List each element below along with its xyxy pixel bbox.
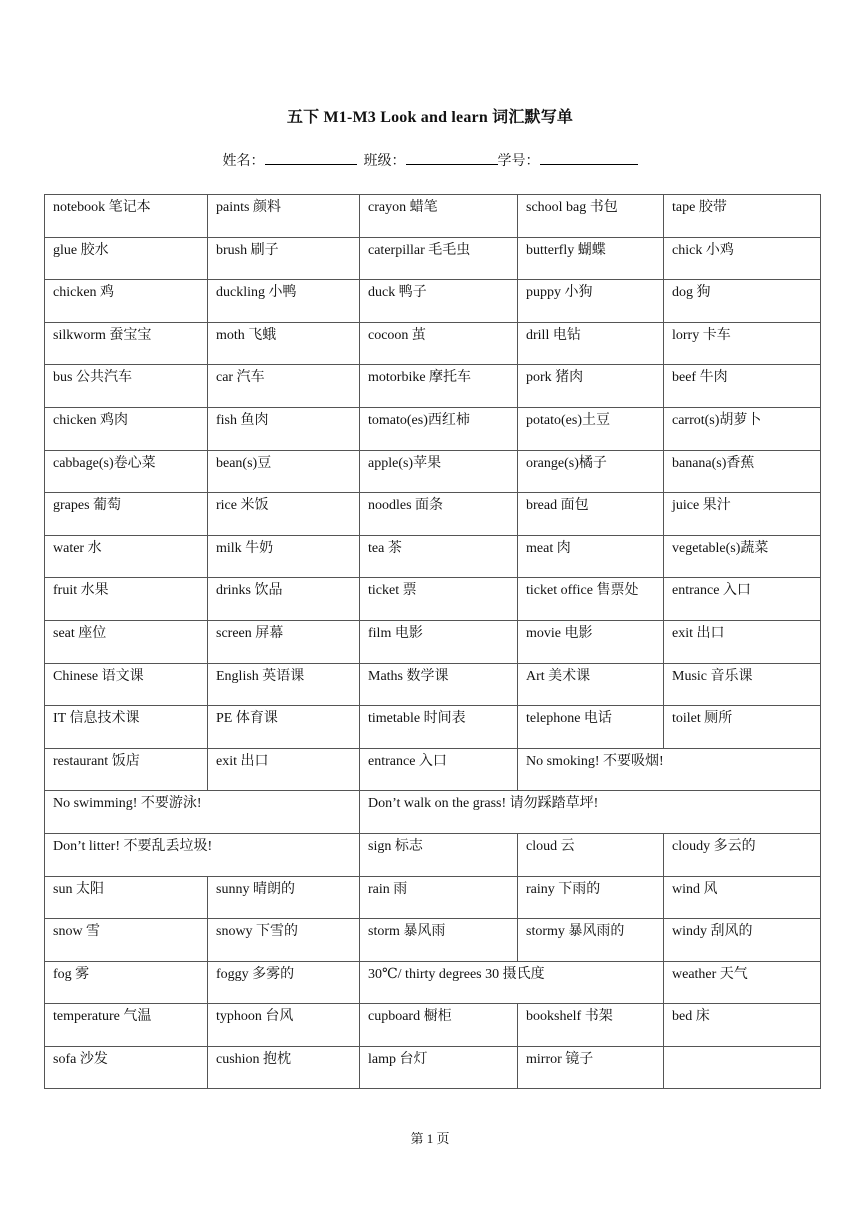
vocab-cell: sunny 晴朗的 — [208, 876, 360, 919]
table-row — [45, 748, 821, 791]
vocab-cell: meat 肉 — [518, 535, 664, 578]
vocab-cell: windy 刮风的 — [664, 919, 821, 962]
vocab-cell: weather 天气 — [664, 961, 821, 1004]
vocab-cell: exit 出口 — [208, 748, 360, 791]
vocab-cell: chicken 鸡肉 — [45, 407, 208, 450]
vocab-cell: Art 美术课 — [518, 663, 664, 706]
table-row — [45, 578, 821, 621]
vocab-cell: timetable 时间表 — [360, 706, 518, 749]
table-row — [45, 791, 821, 834]
vocab-cell: juice 果汁 — [664, 493, 821, 536]
vocab-cell: storm 暴风雨 — [360, 919, 518, 962]
vocab-cell: caterpillar 毛毛虫 — [360, 237, 518, 280]
table-row — [45, 450, 821, 493]
vocab-cell: lamp 台灯 — [360, 1046, 518, 1089]
vocab-cell: toilet 厕所 — [664, 706, 821, 749]
vocab-cell: cloudy 多云的 — [664, 833, 821, 876]
vocab-cell: tomato(es)西红柿 — [360, 407, 518, 450]
vocab-cell: orange(s)橘子 — [518, 450, 664, 493]
vocab-cell: No swimming! 不要游泳! — [45, 791, 360, 834]
vocab-cell: bean(s)豆 — [208, 450, 360, 493]
vocab-cell: foggy 多雾的 — [208, 961, 360, 1004]
vocab-cell: glue 胶水 — [45, 237, 208, 280]
vocab-cell: entrance 入口 — [664, 578, 821, 621]
table-row — [45, 365, 821, 408]
vocab-cell: grapes 葡萄 — [45, 493, 208, 536]
class-label: 班级： — [363, 154, 406, 169]
vocab-cell: tea 茶 — [360, 535, 518, 578]
vocab-cell: cabbage(s)卷心菜 — [45, 450, 208, 493]
vocab-cell: cloud 云 — [518, 833, 664, 876]
vocab-cell: cocoon 茧 — [360, 322, 518, 365]
vocab-cell: lorry 卡车 — [664, 322, 821, 365]
number-label: 学号： — [497, 154, 540, 169]
vocab-cell: chicken 鸡 — [45, 280, 208, 323]
table-row — [45, 620, 821, 663]
vocab-cell — [664, 1046, 821, 1089]
vocab-cell: wind 风 — [664, 876, 821, 919]
vocab-cell: movie 电影 — [518, 620, 664, 663]
vocab-cell: drill 电钻 — [518, 322, 664, 365]
table-row — [45, 876, 821, 919]
vocab-cell: cupboard 橱柜 — [360, 1004, 518, 1047]
vocab-cell: chick 小鸡 — [664, 237, 821, 280]
vocab-cell: Music 音乐课 — [664, 663, 821, 706]
vocab-cell: butterfly 蝴蝶 — [518, 237, 664, 280]
vocab-cell: IT 信息技术课 — [45, 706, 208, 749]
vocab-cell: beef 牛肉 — [664, 365, 821, 408]
vocab-cell: sun 太阳 — [45, 876, 208, 919]
vocab-cell: Chinese 语文课 — [45, 663, 208, 706]
vocab-cell: silkworm 蚕宝宝 — [45, 322, 208, 365]
vocab-cell: rainy 下雨的 — [518, 876, 664, 919]
vocab-cell: potato(es)土豆 — [518, 407, 664, 450]
vocab-cell: screen 屏幕 — [208, 620, 360, 663]
student-info-line — [0, 150, 860, 170]
table-row — [45, 706, 821, 749]
vocab-cell: tape 胶带 — [664, 195, 821, 238]
vocab-cell: Don’t litter! 不要乱丢垃圾! — [45, 833, 360, 876]
vocab-cell: bookshelf 书架 — [518, 1004, 664, 1047]
name-label: 姓名： — [222, 154, 265, 169]
vocab-cell: bread 面包 — [518, 493, 664, 536]
vocab-cell: crayon 蜡笔 — [360, 195, 518, 238]
vocab-cell: duckling 小鸭 — [208, 280, 360, 323]
vocab-cell: 30℃/ thirty degrees 30 摄氏度 — [360, 961, 664, 1004]
vocab-cell: carrot(s)胡萝卜 — [664, 407, 821, 450]
table-row — [45, 919, 821, 962]
vocab-cell: drinks 饮品 — [208, 578, 360, 621]
vocab-cell: ticket 票 — [360, 578, 518, 621]
vocab-cell: school bag 书包 — [518, 195, 664, 238]
vocab-cell: noodles 面条 — [360, 493, 518, 536]
vocab-cell: vegetable(s)蔬菜 — [664, 535, 821, 578]
vocab-cell: snow 雪 — [45, 919, 208, 962]
vocab-cell: apple(s)苹果 — [360, 450, 518, 493]
vocab-cell: cushion 抱枕 — [208, 1046, 360, 1089]
class-blank[interactable] — [406, 150, 498, 165]
vocab-cell: bed 床 — [664, 1004, 821, 1047]
table-row — [45, 961, 821, 1004]
vocab-cell: No smoking! 不要吸烟! — [518, 748, 821, 791]
vocab-cell: mirror 镜子 — [518, 1046, 664, 1089]
vocabulary-table-body — [45, 195, 821, 1089]
vocab-cell: motorbike 摩托车 — [360, 365, 518, 408]
vocab-cell: Don’t walk on the grass! 请勿踩踏草坪! — [360, 791, 821, 834]
table-row — [45, 833, 821, 876]
vocab-cell: brush 刷子 — [208, 237, 360, 280]
vocab-cell: rain 雨 — [360, 876, 518, 919]
vocab-cell: telephone 电话 — [518, 706, 664, 749]
vocab-cell: fog 雾 — [45, 961, 208, 1004]
vocab-cell: English 英语课 — [208, 663, 360, 706]
vocab-cell: typhoon 台风 — [208, 1004, 360, 1047]
vocab-cell: seat 座位 — [45, 620, 208, 663]
vocab-cell: dog 狗 — [664, 280, 821, 323]
vocab-cell: pork 猪肉 — [518, 365, 664, 408]
vocab-cell: notebook 笔记本 — [45, 195, 208, 238]
table-row — [45, 322, 821, 365]
table-row — [45, 237, 821, 280]
name-blank[interactable] — [265, 150, 357, 165]
vocab-cell: rice 米饭 — [208, 493, 360, 536]
table-row — [45, 195, 821, 238]
page-number: 第 1 页 — [410, 1131, 450, 1146]
vocab-cell: duck 鸭子 — [360, 280, 518, 323]
vocab-cell: fish 鱼肉 — [208, 407, 360, 450]
vocab-cell: stormy 暴风雨的 — [518, 919, 664, 962]
table-row — [45, 535, 821, 578]
vocab-cell: PE 体育课 — [208, 706, 360, 749]
vocab-cell: bus 公共汽车 — [45, 365, 208, 408]
vocab-cell: film 电影 — [360, 620, 518, 663]
table-row — [45, 407, 821, 450]
vocab-cell: ticket office 售票处 — [518, 578, 664, 621]
vocab-cell: car 汽车 — [208, 365, 360, 408]
vocab-cell: sofa 沙发 — [45, 1046, 208, 1089]
vocab-cell: water 水 — [45, 535, 208, 578]
vocab-cell: Maths 数学课 — [360, 663, 518, 706]
vocab-cell: snowy 下雪的 — [208, 919, 360, 962]
vocab-cell: exit 出口 — [664, 620, 821, 663]
vocab-cell: temperature 气温 — [45, 1004, 208, 1047]
table-row — [45, 1004, 821, 1047]
vocab-cell: banana(s)香蕉 — [664, 450, 821, 493]
vocabulary-table — [44, 194, 821, 1089]
page-title: 五下 M1-M3 Look and learn 词汇默写单 — [286, 109, 574, 126]
number-blank[interactable] — [540, 150, 638, 165]
vocab-cell: paints 颜料 — [208, 195, 360, 238]
vocab-cell: milk 牛奶 — [208, 535, 360, 578]
table-row — [45, 663, 821, 706]
table-row — [45, 1046, 821, 1089]
table-row — [45, 493, 821, 536]
vocab-cell: puppy 小狗 — [518, 280, 664, 323]
vocab-cell: entrance 入口 — [360, 748, 518, 791]
vocab-cell: sign 标志 — [360, 833, 518, 876]
table-row — [45, 280, 821, 323]
vocab-cell: moth 飞蛾 — [208, 322, 360, 365]
vocab-cell: restaurant 饭店 — [45, 748, 208, 791]
vocab-cell: fruit 水果 — [45, 578, 208, 621]
